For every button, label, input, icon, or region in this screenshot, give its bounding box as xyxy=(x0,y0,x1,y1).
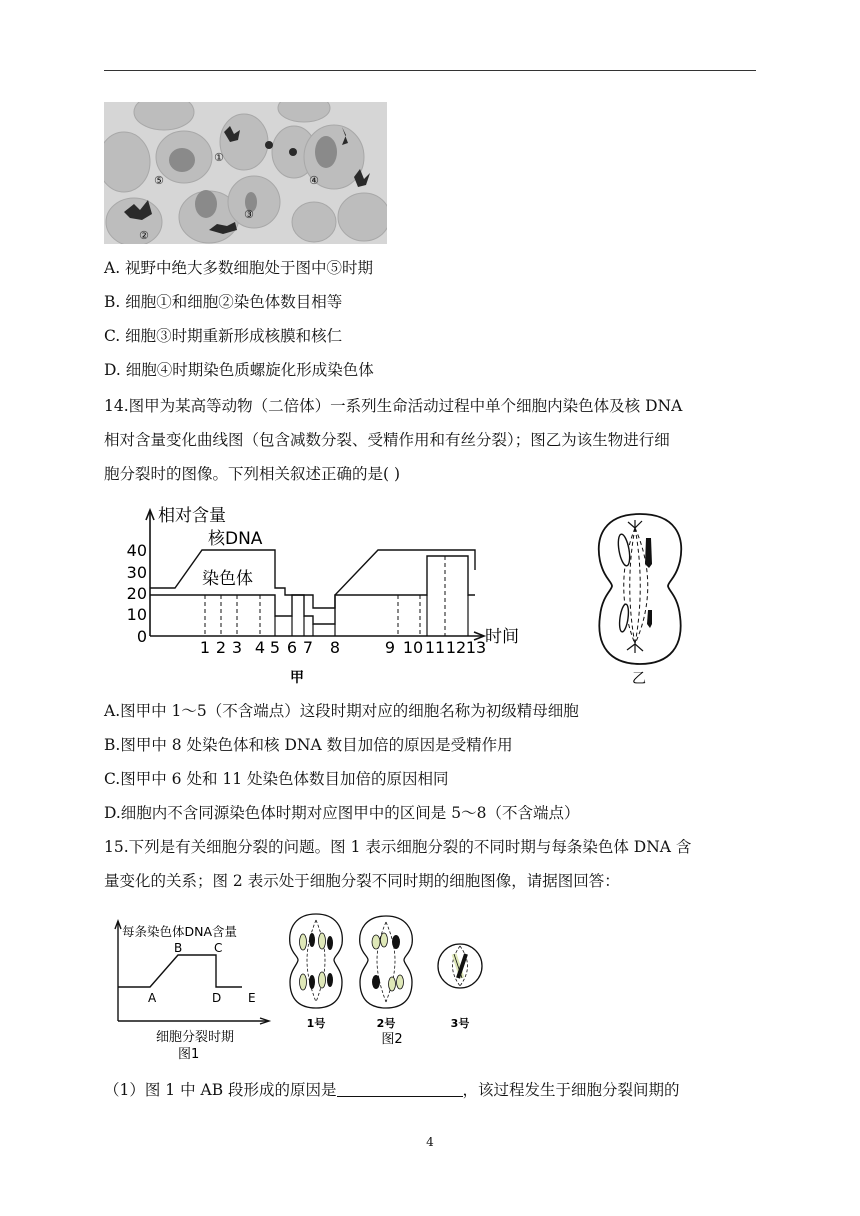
fig1-y-axis-label: 每条染色体DNA含量 xyxy=(122,924,238,939)
micrograph-label-1: ① xyxy=(214,151,224,164)
fig1-caption: 图1 xyxy=(178,1047,200,1062)
cell-diagram-yi xyxy=(580,506,700,686)
figure-1-graph xyxy=(110,915,275,1065)
jia-y-tick-0: 0 xyxy=(136,627,147,646)
q14-option-c: C.图甲中 6 处和 11 处染色体数目加倍的原因相同 xyxy=(104,770,449,788)
q14-option-d: D.细胞内不含同源染色体时期对应图甲中的区间是 5～8（不含端点） xyxy=(104,804,580,822)
jia-x-tick-9: 9 xyxy=(384,638,396,657)
jia-y-axis-label: 相对含量 xyxy=(158,506,226,526)
fig1-point-e: E xyxy=(248,991,256,1005)
micrograph-label-5: ⑤ xyxy=(154,174,164,187)
fig1-point-c: C xyxy=(214,941,223,955)
jia-x-tick-10: 10 xyxy=(402,638,424,657)
jia-x-axis-label: 时间 xyxy=(485,627,519,647)
q14-stem-line-2: 相对含量变化曲线图（包含减数分裂、受精作用和有丝分裂）；图乙为该生物进行细 xyxy=(104,431,670,449)
chart-jia xyxy=(120,500,540,690)
jia-x-tick-8: 8 xyxy=(329,638,341,657)
answer-blank[interactable] xyxy=(337,1080,463,1097)
jia-x-tick-11: 11 xyxy=(424,638,446,657)
jia-x-tick-4: 4 xyxy=(254,638,266,657)
micrograph-figure xyxy=(104,102,387,244)
jia-y-tick-30: 30 xyxy=(126,563,147,582)
q13-option-c: C. 细胞③时期重新形成核膜和核仁 xyxy=(104,327,343,345)
q13-option-a: A. 视野中绝大多数细胞处于图中⑤时期 xyxy=(104,259,374,277)
jia-x-tick-2: 2 xyxy=(215,638,227,657)
jia-y-tick-40: 40 xyxy=(126,541,147,560)
jia-x-tick-3: 3 xyxy=(231,638,243,657)
fig2-cell-1 xyxy=(290,914,343,1008)
fig1-x-axis-label: 细胞分裂时期 xyxy=(156,1030,235,1045)
jia-x-tick-13: 13 xyxy=(465,638,487,657)
fig1-point-d: D xyxy=(212,991,222,1005)
q14-stem-line-1: 14.图甲为某高等动物（二倍体）一系列生命活动过程中单个细胞内染色体及核 DNA xyxy=(104,397,683,415)
jia-dna-label: 核DNA xyxy=(208,529,263,549)
q15-question-1-suffix: ，该过程发生于细胞分裂间期的 xyxy=(462,1081,680,1099)
q14-option-b: B.图甲中 8 处染色体和核 DNA 数目加倍的原因是受精作用 xyxy=(104,736,513,754)
q15-question-1-prefix: （1）图 1 中 AB 段形成的原因是 xyxy=(104,1081,337,1099)
q14-option-a: A.图甲中 1～5（不含端点）这段时期对应的细胞名称为初级精母细胞 xyxy=(104,702,579,720)
fig2-cell-2 xyxy=(360,916,413,1008)
q15-stem-line-2: 量变化的关系；图 2 表示处于细胞分裂不同时期的细胞图像，请据图回答： xyxy=(104,872,620,890)
jia-y-tick-20: 20 xyxy=(126,584,147,603)
q13-option-b: B. 细胞①和细胞②染色体数目相等 xyxy=(104,293,343,311)
fig2-label-2: 2号 xyxy=(376,1017,396,1030)
q15-stem-line-1: 15.下列是有关细胞分裂的问题。图 1 表示细胞分裂的不同时期与每条染色体 DNA 含 xyxy=(104,838,692,856)
jia-dna-curve xyxy=(150,550,475,608)
jia-chromosome-label: 染色体 xyxy=(202,569,253,589)
jia-y-tick-10: 10 xyxy=(126,605,147,624)
jia-x-tick-5: 5 xyxy=(269,638,281,657)
micrograph-label-2: ② xyxy=(139,229,149,242)
header-rule xyxy=(104,70,756,71)
jia-chromosome-curve xyxy=(150,556,475,624)
micrograph-label-4: ④ xyxy=(309,174,319,187)
jia-x-tick-6: 6 xyxy=(286,638,298,657)
fig2-label-1: 1号 xyxy=(306,1017,326,1030)
figure-2-cells xyxy=(280,910,490,1050)
fig2-cell-3 xyxy=(438,944,482,988)
q15-question-1 xyxy=(104,1080,680,1100)
jia-x-tick-12: 12 xyxy=(445,638,467,657)
fig1-point-a: A xyxy=(148,991,157,1005)
fig1-point-b: B xyxy=(174,941,183,955)
jia-x-tick-7: 7 xyxy=(302,638,314,657)
micrograph-label-3: ③ xyxy=(244,208,254,221)
fig2-caption: 图2 xyxy=(381,1032,403,1047)
q13-option-d: D. 细胞④时期染色质螺旋化形成染色体 xyxy=(104,361,374,379)
q14-stem-line-3: 胞分裂时的图像。下列相关叙述正确的是( ) xyxy=(104,465,401,483)
jia-caption: 甲 xyxy=(290,670,304,686)
jia-x-tick-1: 1 xyxy=(199,638,211,657)
page-number: 4 xyxy=(426,1135,434,1149)
yi-caption: 乙 xyxy=(632,671,646,686)
fig2-label-3: 3号 xyxy=(450,1017,470,1030)
